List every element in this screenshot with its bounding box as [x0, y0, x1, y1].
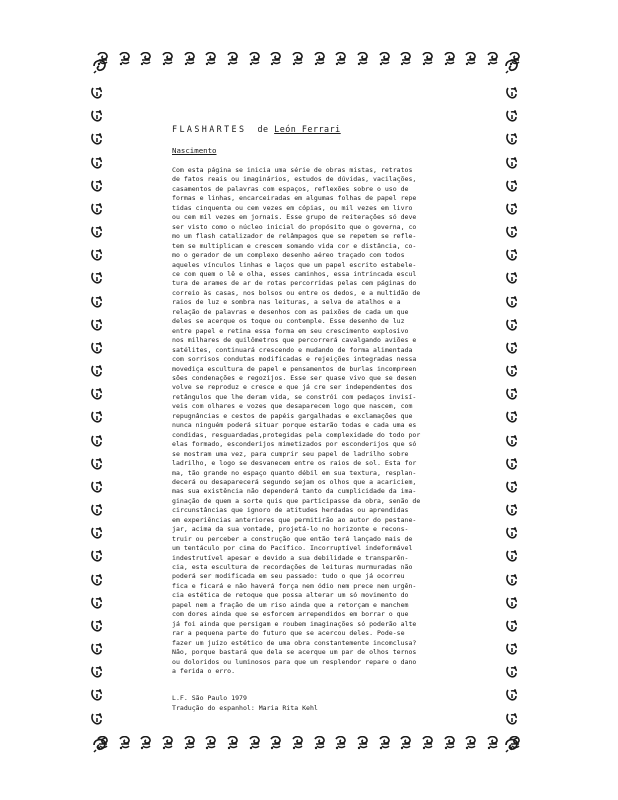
- border-glyph-icon: [90, 318, 104, 332]
- border-glyph-icon: [90, 387, 104, 401]
- body-line: fica e ficará e não haverá força nem ódio nem prece nem urgên-: [172, 581, 417, 590]
- body-line: satélites, continuará crescendo e mudando de forma alimentada: [172, 345, 413, 354]
- border-glyph-icon: [90, 295, 104, 309]
- body-line: Com esta página se inicia uma série de obras mistas, retratos: [172, 166, 413, 174]
- border-glyph-icon: [356, 736, 370, 750]
- body-line: de fatos reais ou imaginários, estudos de dúvidas, vacilações,: [172, 175, 417, 184]
- translation-credit: Tradução do espanhol: Maria Rita Kehl: [172, 703, 318, 712]
- document-footer: [172, 694, 502, 713]
- border-glyph-icon: [90, 156, 104, 170]
- border-glyph-icon: [248, 736, 262, 750]
- border-glyph-icon: [204, 736, 218, 750]
- border-glyph-icon: [90, 86, 104, 100]
- body-line: se mostram uma vez, para cumprir seu papel de ladrilho sobre: [172, 449, 409, 458]
- border-glyph-icon: [505, 642, 519, 656]
- place-date: L.F. São Paulo 1979: [172, 694, 247, 703]
- body-line: ladrilho, e logo se desvanecem entre os raios de sol. Esta for: [172, 459, 417, 468]
- body-line: um tentáculo por cima do Pacífico. Incorruptível indeformável: [172, 544, 413, 553]
- border-glyph-icon: [90, 503, 104, 517]
- border-glyph-icon: [505, 248, 519, 262]
- border-glyph-icon: [90, 410, 104, 424]
- border-glyph-icon: [90, 248, 104, 262]
- border-glyph-icon: [505, 410, 519, 424]
- body-line: rar a pequena parte do futuro que se acercou deles. Pode-se: [172, 629, 405, 638]
- border-glyph-icon: [118, 736, 132, 750]
- border-glyph-icon: [443, 736, 457, 750]
- border-glyph-icon: [505, 387, 519, 401]
- body-line: cia estética de retoque que possa alterar um só movimento do: [172, 591, 409, 600]
- series-title: FLASHARTES: [172, 124, 247, 134]
- border-glyph-icon: [378, 736, 392, 750]
- border-glyph-icon: [90, 271, 104, 285]
- body-line: mo um flash catalizador de relâmpagos que se repetem se reflе-: [172, 232, 417, 241]
- border-glyph-icon: [291, 736, 305, 750]
- body-line: retângulos que lhe deram vida, se constrói com pedaços invisí-: [172, 392, 417, 401]
- border-glyph-icon: [464, 52, 478, 66]
- body-line: decerá ou desaparecerá segundo sejam os olhos que a acariciem,: [172, 477, 417, 486]
- body-line: relação de palavras e desenhos com as paixões de cada um que: [172, 307, 409, 316]
- border-glyph-icon: [90, 596, 104, 610]
- body-line: deles se acerque os toque ou contemple. Esse desenho de luz: [172, 317, 405, 326]
- body-line: a ferida o erro.: [172, 667, 236, 676]
- body-line: elas formado, esconderijos mimetizados por esconderijos que só: [172, 440, 417, 449]
- body-line: indestrutível apesar e devido a sua debilidade e transparên-: [172, 553, 409, 562]
- border-glyph-icon: [505, 526, 519, 540]
- body-line: movediça escultura de papel e pensamentos de burlas incompreen: [172, 364, 417, 373]
- border-glyph-icon: [505, 434, 519, 448]
- border-glyph-icon: [334, 52, 348, 66]
- border-left-column: [90, 86, 104, 726]
- border-glyph-icon: [378, 52, 392, 66]
- border-glyph-icon: [313, 52, 327, 66]
- body-line: nunca ninguém poderá situar porque estarão todas e cada uma es: [172, 421, 417, 430]
- border-glyph-icon: [399, 736, 413, 750]
- border-glyph-icon: [96, 52, 110, 66]
- body-line: cia, esta escultura de recordações de leituras murmuradas não: [172, 563, 413, 572]
- body-line: correio às casas, nos bolsos ou entre os dedos, e a multidão de: [172, 288, 421, 297]
- border-glyph-icon: [505, 225, 519, 239]
- border-glyph-icon: [505, 665, 519, 679]
- border-glyph-icon: [313, 736, 327, 750]
- body-line: tem se multiplicam e crescem somando vida cor e distância, co-: [172, 241, 417, 250]
- border-glyph-icon: [505, 109, 519, 123]
- border-glyph-icon: [90, 619, 104, 633]
- border-glyph-icon: [421, 736, 435, 750]
- border-glyph-icon: [505, 156, 519, 170]
- border-glyph-icon: [161, 52, 175, 66]
- border-glyph-icon: [90, 526, 104, 540]
- body-line: formas e linhas, encarceiradas em algumas folhas de papel repe: [172, 194, 417, 203]
- body-line: truir ou perceber a construção que então terá lançado mais de: [172, 534, 413, 543]
- border-glyph-icon: [226, 736, 240, 750]
- border-glyph-icon: [90, 434, 104, 448]
- border-glyph-icon: [505, 202, 519, 216]
- body-line: aqueles vínculos linhas e laços que um papel escrito estabele-: [172, 260, 417, 269]
- border-glyph-icon: [356, 52, 370, 66]
- border-glyph-icon: [90, 109, 104, 123]
- border-glyph-icon: [139, 736, 153, 750]
- border-glyph-icon: [183, 52, 197, 66]
- border-glyph-icon: [486, 52, 500, 66]
- body-line: poderá ser modificada em seu passado: tudo o que já ocorreu: [172, 572, 405, 581]
- border-glyph-icon: [505, 86, 519, 100]
- border-glyph-icon: [505, 457, 519, 471]
- body-line: condidas, resguardadas,protegidas pela complexidade do todo por: [172, 430, 421, 439]
- border-glyph-icon: [90, 202, 104, 216]
- page-title: [172, 124, 502, 134]
- body-line: ginação de quem a sorte quis que participasse da obra, senão de: [172, 496, 421, 505]
- border-glyph-icon: [505, 549, 519, 563]
- body-line: com dores ainda que se esforcem arrependidos em borrar o que: [172, 610, 409, 619]
- body-line: já foi ainda que persigam e roubem imaginações só poderão alte: [172, 619, 417, 628]
- body-line: ser visto como o núcleo inicial do propósito que o governa, co: [172, 222, 417, 231]
- border-glyph-icon: [291, 52, 305, 66]
- border-glyph-icon: [90, 179, 104, 193]
- border-glyph-icon: [505, 688, 519, 702]
- author-name: León Ferrari: [274, 124, 341, 134]
- body-line: nos milhares de quilômetros que percorrerá cavalgando aviões e: [172, 336, 417, 345]
- body-line: raios de luz e sombra nas leituras, a selva de atalhos e a: [172, 298, 401, 307]
- border-glyph-icon: [505, 364, 519, 378]
- body-line: mas sua existência não dependerá tanto da cumplicidade da ima-: [172, 487, 417, 496]
- border-glyph-icon: [204, 52, 218, 66]
- border-glyph-icon: [118, 52, 132, 66]
- border-glyph-icon: [90, 665, 104, 679]
- border-glyph-icon: [183, 736, 197, 750]
- border-glyph-icon: [505, 596, 519, 610]
- border-glyph-icon: [505, 341, 519, 355]
- border-glyph-icon: [90, 712, 104, 726]
- border-glyph-icon: [443, 52, 457, 66]
- border-glyph-icon: [90, 364, 104, 378]
- border-glyph-icon: [486, 736, 500, 750]
- border-glyph-icon: [90, 642, 104, 656]
- border-glyph-icon: [505, 318, 519, 332]
- border-glyph-icon: [139, 52, 153, 66]
- body-line: entre papel e retina essa forma em seu crescimento explosivo: [172, 326, 409, 335]
- border-glyph-icon: [90, 549, 104, 563]
- border-glyph-icon: [505, 503, 519, 517]
- body-line: casamentos de palavras com espaços, reflexões sobre o uso de: [172, 184, 409, 193]
- border-glyph-icon: [421, 52, 435, 66]
- border-glyph-icon: [464, 736, 478, 750]
- body-line: Não, porque bastará que dela se acerque um par de olhos ternos: [172, 648, 417, 657]
- border-glyph-icon: [505, 295, 519, 309]
- body-line: mo o gerador de um complexo desenho aéreo traçado com todos: [172, 251, 405, 260]
- border-glyph-icon: [90, 225, 104, 239]
- body-line: sões condenações e regozijos. Esse ser quase vivo que se desen: [172, 373, 417, 382]
- body-line: jar, acima da sua vontade, projetá-lo no horizonte e recons-: [172, 525, 409, 534]
- border-glyph-icon: [399, 52, 413, 66]
- border-glyph-icon: [226, 52, 240, 66]
- body-line: ou doloridos ou luminosos para que um resplendor repare o dano: [172, 657, 417, 666]
- body-text: [172, 166, 502, 676]
- section-heading: Nascimento: [172, 146, 217, 155]
- border-glyph-icon: [248, 52, 262, 66]
- border-top-row: [96, 52, 522, 66]
- border-glyph-icon: [505, 132, 519, 146]
- border-glyph-icon: [505, 480, 519, 494]
- border-glyph-icon: [96, 736, 110, 750]
- body-line: volve se reproduz e cresce e que já cre ser independentes dos: [172, 383, 413, 392]
- border-glyph-icon: [505, 712, 519, 726]
- border-glyph-icon: [508, 736, 522, 750]
- border-glyph-icon: [334, 736, 348, 750]
- border-glyph-icon: [161, 736, 175, 750]
- border-glyph-icon: [90, 573, 104, 587]
- border-glyph-icon: [505, 271, 519, 285]
- body-line: ou cem mil vezes em jornais. Esse grupo de reiterações só deve: [172, 213, 417, 222]
- body-line: fazer um juízo estético de uma obra constantemente incomclusa?: [172, 638, 417, 647]
- border-glyph-icon: [90, 480, 104, 494]
- border-glyph-icon: [269, 52, 283, 66]
- body-line: circunstâncias que ignoro de atitudes herdadas ou aprendidas: [172, 506, 409, 515]
- body-line: ma, tão grande no espaço quanto débil em sua textura, resplan-: [172, 468, 417, 477]
- body-line: tura de arames de ar de rotas percorridas pelas cem páginas do: [172, 279, 417, 288]
- body-line: em experiências anteriores que permitirão ao autor do pestane-: [172, 515, 417, 524]
- border-glyph-icon: [90, 457, 104, 471]
- body-line: tidas cinquenta ou cem vezes em cópias, ou mil vezes em livro: [172, 203, 413, 212]
- body-line: ce com quem o lê e olha, esses caminhos, essa intrincada escul: [172, 269, 417, 278]
- border-bottom-row: [96, 736, 522, 750]
- border-glyph-icon: [508, 52, 522, 66]
- border-glyph-icon: [90, 688, 104, 702]
- title-by: de: [257, 124, 269, 134]
- border-glyph-icon: [505, 573, 519, 587]
- body-line: veis com olhares e vozes que desaparecem logo que nascem, com: [172, 402, 413, 411]
- body-line: com sorrisos condutas modificadas e rejeições integradas nessa: [172, 355, 417, 364]
- border-glyph-icon: [505, 179, 519, 193]
- body-line: papel nem a fração de um riso ainda que a retorçam e manchem: [172, 600, 409, 609]
- border-glyph-icon: [269, 736, 283, 750]
- body-line: repugnâncias e cestos de papéis gargalhadas e exclamações que: [172, 411, 413, 420]
- border-glyph-icon: [505, 619, 519, 633]
- document-page: [172, 124, 502, 713]
- border-right-column: [505, 86, 519, 726]
- border-glyph-icon: [90, 132, 104, 146]
- border-glyph-icon: [90, 341, 104, 355]
